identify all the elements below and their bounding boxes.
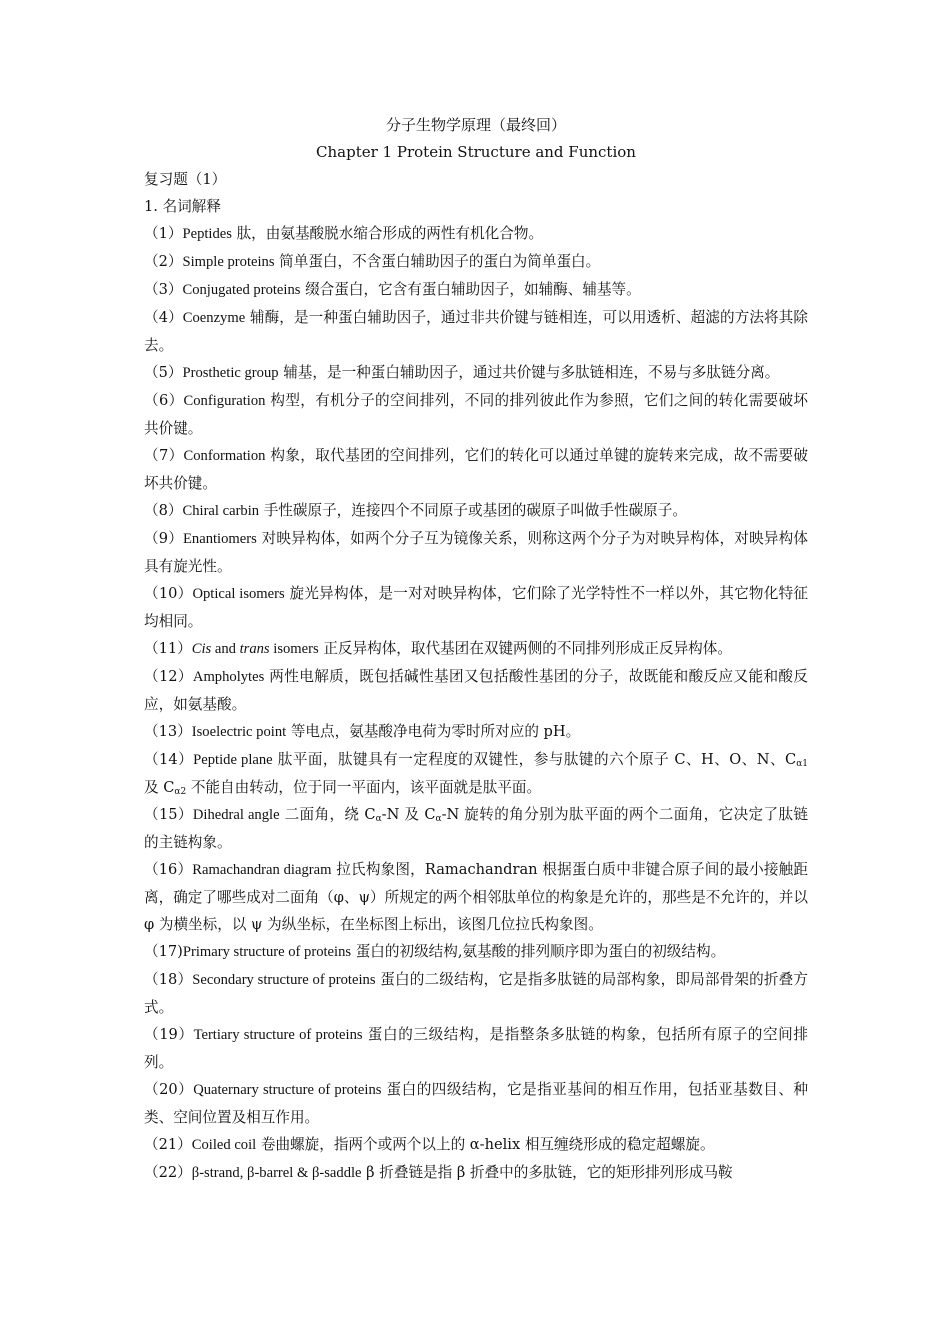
entry-text: 蛋白的三级结构，是指整条多肽链的构象，包括所有原子的空间排列。 bbox=[144, 1026, 808, 1071]
entry-term: Conjugated proteins bbox=[182, 282, 301, 298]
entry-term: Peptide plane bbox=[193, 752, 273, 768]
entry-number: （14） bbox=[144, 751, 194, 768]
entry-term: Ramachandran diagram bbox=[192, 862, 332, 878]
document-page bbox=[144, 112, 808, 1187]
entry-17 bbox=[144, 938, 808, 966]
entry-term-and: and bbox=[211, 641, 240, 657]
entry-term: Prosthetic group bbox=[182, 365, 279, 381]
entry-10 bbox=[144, 580, 808, 635]
entry-11 bbox=[144, 635, 808, 663]
entry-9 bbox=[144, 525, 808, 580]
entry-term: Conformation bbox=[183, 448, 266, 464]
entry-text: β 折叠链是指 β 折叠中的多肽链，它的矩形排列形成马鞍 bbox=[361, 1164, 733, 1181]
entry-number: （22） bbox=[144, 1164, 192, 1181]
entry-number: （10） bbox=[144, 585, 193, 602]
entry-term: Primary structure of proteins bbox=[182, 944, 352, 960]
title-chinese: 分子生物学原理（最终回） bbox=[385, 116, 566, 134]
section-part1: 1. 名词解释 bbox=[144, 198, 221, 215]
entry-2 bbox=[144, 248, 808, 276]
entry-text: 拉氏构象图，Ramachandran 根据蛋白质中非键合原子间的最小接触距离，确定了哪些成对二面角（φ、ψ）所规定的两个相邻肽单位的构象是允许的，那些是不允许的，并以 φ 为横坐标，以 ψ 为纵坐标，在坐标图上标出，该图几位拉氏构象图。 bbox=[144, 861, 809, 933]
entry-text: 两性电解质，既包括碱性基团又包括酸性基团的分子，故既能和酸反应又能和酸反应，如氨基酸。 bbox=[144, 668, 808, 713]
entry-term: Coiled coil bbox=[191, 1137, 257, 1153]
entry-number: （6） bbox=[144, 392, 184, 409]
entry-text: 手性碳原子，连接四个不同原子或基团的碳原子叫做手性碳原子。 bbox=[259, 502, 687, 519]
entry-number: （19） bbox=[144, 1026, 194, 1043]
entry-text: 旋光异构体，是一对对映异构体，它们除了光学特性不一样以外，其它物化特征均相同。 bbox=[144, 585, 808, 630]
entry-text: 卷曲螺旋，指两个或两个以上的 α-helix 相互缠绕形成的稳定超螺旋。 bbox=[256, 1136, 715, 1153]
entry-term: Configuration bbox=[183, 393, 266, 409]
title-english: Chapter 1 Protein Structure and Function bbox=[316, 143, 636, 161]
entry-text: 缀合蛋白，它含有蛋白辅助因子，如辅酶、辅基等。 bbox=[300, 281, 641, 298]
entry-term: Enantiomers bbox=[183, 531, 257, 547]
entry-text: 肽，由氨基酸脱水缩合形成的两性有机化合物。 bbox=[231, 225, 544, 242]
entry-term: Chiral carbin bbox=[182, 503, 260, 519]
entry-text: 等电点，氨基酸净电荷为零时所对应的 pH。 bbox=[286, 723, 581, 740]
entry-text-c: -N 旋转的角分别为肽平面的两个二面角，它决定了肽链的主链构象。 bbox=[144, 806, 809, 851]
entry-7 bbox=[144, 442, 808, 497]
entry-term-trans: trans bbox=[239, 641, 270, 657]
entry-19 bbox=[144, 1021, 808, 1076]
entry-number: （20） bbox=[144, 1081, 194, 1098]
subscript-alpha: α bbox=[375, 814, 382, 824]
entry-20 bbox=[144, 1076, 808, 1131]
entry-text: 蛋白的初级结构,氨基酸的排列顺序即为蛋白的初级结构。 bbox=[351, 943, 726, 960]
entry-term: Ampholytes bbox=[192, 669, 265, 685]
entry-term: Quaternary structure of proteins bbox=[193, 1082, 382, 1098]
subscript-alpha2: α2 bbox=[174, 787, 187, 797]
entry-8 bbox=[144, 497, 808, 525]
entry-term: Optical isomers bbox=[192, 586, 285, 602]
entry-text: 构象，取代基团的空间排列，它们的转化可以通过单键的旋转来完成，故不需要破坏共价键。 bbox=[144, 447, 808, 492]
entry-number: （13） bbox=[144, 723, 192, 740]
entry-term: Simple proteins bbox=[182, 254, 275, 270]
entry-number: （1） bbox=[144, 225, 183, 242]
entry-term: Peptides bbox=[182, 226, 232, 242]
entry-3 bbox=[144, 276, 808, 304]
entry-number: （12） bbox=[144, 668, 193, 685]
entry-4 bbox=[144, 304, 808, 359]
entry-text: 正反异构体，取代基团在双键两侧的不同排列形成正反异构体。 bbox=[318, 640, 732, 657]
entry-text-a: 肽平面，肽键具有一定程度的双键性，参与肽键的六个原子 C、H、O、N、C bbox=[272, 751, 797, 768]
entry-1 bbox=[144, 220, 808, 248]
entry-number: （8） bbox=[144, 502, 183, 519]
entry-number: （9） bbox=[144, 530, 184, 547]
subscript-alpha1: α1 bbox=[796, 759, 809, 769]
entry-text: 蛋白的二级结构，它是指多肽链的局部构象，即局部骨架的折叠方式。 bbox=[144, 971, 808, 1016]
entry-term: Dihedral angle bbox=[192, 807, 280, 823]
entry-18 bbox=[144, 966, 808, 1021]
entry-text-b: -N 及 C bbox=[381, 806, 436, 823]
entry-number: （21） bbox=[144, 1136, 192, 1153]
entry-term: Coenzyme bbox=[182, 310, 246, 326]
entry-22 bbox=[144, 1159, 808, 1187]
entry-14 bbox=[144, 746, 808, 801]
subscript-alpha: α bbox=[435, 814, 442, 824]
entry-number: （4） bbox=[144, 309, 183, 326]
entry-term: Isoelectric point bbox=[191, 724, 287, 740]
entry-text-c: 不能自由转动，位于同一平面内，该平面就是肽平面。 bbox=[186, 779, 542, 796]
entry-text-a: 二面角，绕 C bbox=[279, 806, 376, 823]
entry-number: （5） bbox=[144, 364, 183, 381]
entry-6 bbox=[144, 387, 808, 442]
entry-number: （7） bbox=[144, 447, 184, 464]
entry-12 bbox=[144, 663, 808, 718]
entry-13 bbox=[144, 718, 808, 746]
section-review: 复习题（1） bbox=[144, 171, 227, 188]
entry-number: （16） bbox=[144, 861, 193, 878]
entry-text: 辅酶，是一种蛋白辅助因子，通过非共价键与链相连，可以用透析、超滤的方法将其除去。 bbox=[144, 309, 808, 354]
entry-text: 构型，有机分子的空间排列，不同的排列彼此作为参照，它们之间的转化需要破坏共价键。 bbox=[144, 392, 808, 437]
entry-text: 蛋白的四级结构，它是指亚基间的相互作用，包括亚基数目、种类、空间位置及相互作用。 bbox=[144, 1081, 808, 1126]
entry-text: 辅基，是一种蛋白辅助因子，通过共价键与多肽链相连，不易与多肽链分离。 bbox=[278, 364, 780, 381]
entry-term: Tertiary structure of proteins bbox=[193, 1027, 363, 1043]
entry-term-rest: isomers bbox=[269, 641, 319, 657]
entry-text: 简单蛋白，不含蛋白辅助因子的蛋白为简单蛋白。 bbox=[274, 253, 601, 270]
entry-text: 对映异构体，如两个分子互为镜像关系，则称这两个分子为对映异构体，对映异构体具有旋光性。 bbox=[144, 530, 808, 575]
entry-15 bbox=[144, 801, 808, 856]
entry-number: （11） bbox=[144, 640, 192, 657]
entry-number: （15） bbox=[144, 806, 193, 823]
entry-term-cis: Cis bbox=[191, 641, 212, 657]
entry-16 bbox=[144, 856, 808, 938]
entry-number: （2） bbox=[144, 253, 183, 270]
entry-text-b: 及 C bbox=[144, 779, 175, 796]
entry-number: （18） bbox=[144, 971, 193, 988]
entry-number: （17) bbox=[144, 943, 183, 960]
entry-number: （3） bbox=[144, 281, 183, 298]
entry-21 bbox=[144, 1131, 808, 1159]
entry-term: β-strand, β-barrel & β-saddle bbox=[191, 1165, 362, 1181]
entry-term: Secondary structure of proteins bbox=[192, 972, 376, 988]
entry-5 bbox=[144, 359, 808, 387]
